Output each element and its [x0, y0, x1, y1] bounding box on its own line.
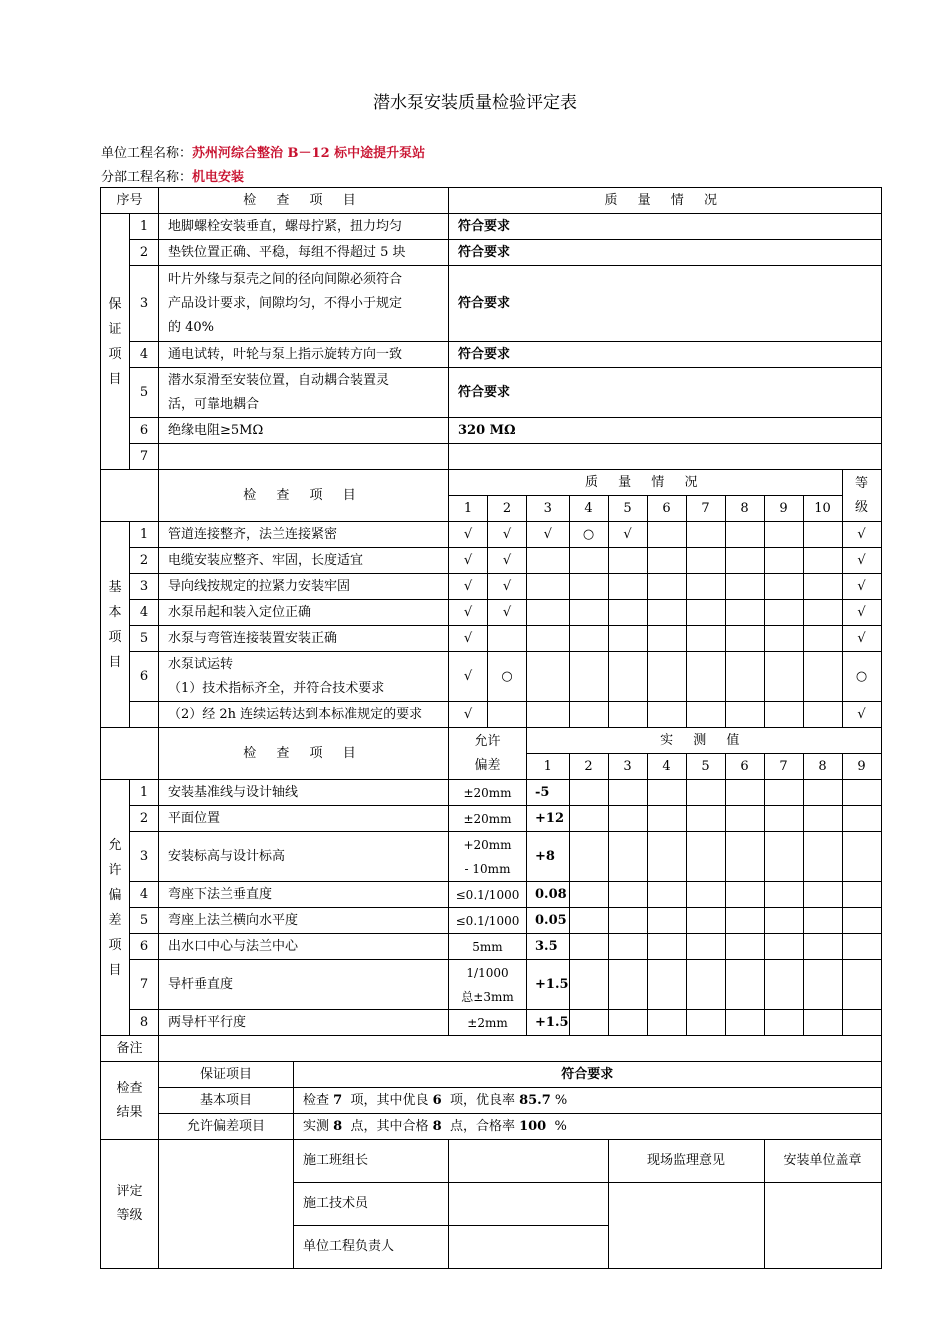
table-cell: 7: [764, 754, 803, 780]
table-cell: [842, 832, 881, 882]
table-cell: [686, 702, 725, 728]
table-cell: [764, 882, 803, 908]
quality-header: 质 量 情 况: [449, 188, 882, 214]
table-cell: [647, 626, 686, 652]
table-cell: [608, 626, 647, 652]
table-cell: √: [488, 522, 527, 548]
table-cell: 2: [130, 806, 159, 832]
table-cell: 0.05: [527, 908, 570, 934]
table-cell: 1: [130, 780, 159, 806]
guarantee-row: [101, 342, 882, 368]
table-cell: [569, 600, 608, 626]
table-cell: 出水口中心与法兰中心: [159, 934, 449, 960]
table-cell: [842, 960, 881, 1010]
table-cell: √: [488, 574, 527, 600]
table-cell: 地脚螺栓安装垂直，螺母拧紧，扭力均匀: [159, 214, 449, 240]
table-cell: [686, 806, 725, 832]
table-cell: [608, 832, 647, 882]
item-header: 检 查 项 目: [159, 188, 449, 214]
table-cell: 检 查 项 目: [159, 470, 449, 522]
table-cell: [686, 934, 725, 960]
table-cell: [764, 960, 803, 1010]
table-cell: +8: [527, 832, 570, 882]
table-cell: [647, 574, 686, 600]
table-cell: 导向线按规定的拉紧力安装牢固: [159, 574, 449, 600]
table-cell: 3: [130, 266, 159, 342]
table-cell: 6: [647, 496, 686, 522]
table-cell: 符合要求: [449, 342, 882, 368]
table-cell: [527, 702, 570, 728]
table-cell: [803, 626, 842, 652]
table-cell: 施工班组长: [294, 1140, 449, 1183]
remark-label: 备注: [101, 1036, 159, 1062]
table-cell: [608, 1010, 647, 1036]
table-cell: [647, 1010, 686, 1036]
guarantee-row: [101, 240, 882, 266]
table-cell: 安装标高与设计标高: [159, 832, 449, 882]
table-cell: 符合要求: [294, 1062, 882, 1088]
table-cell: [686, 626, 725, 652]
table-cell: [725, 652, 764, 702]
table-cell: [449, 1226, 609, 1269]
table-cell: [803, 600, 842, 626]
table-cell: √: [449, 626, 488, 652]
table-cell: [725, 548, 764, 574]
table-cell: [608, 908, 647, 934]
table-cell: [569, 652, 608, 702]
table-cell: [764, 626, 803, 652]
table-cell: +12: [527, 806, 570, 832]
table-cell: 1/1000 总±3mm: [449, 960, 527, 1010]
basic-row: [101, 702, 882, 728]
table-cell: [647, 934, 686, 960]
table-cell: +1.5: [527, 960, 570, 1010]
table-cell: [725, 806, 764, 832]
table-cell: 水泵吊起和装入定位正确: [159, 600, 449, 626]
table-cell: [569, 908, 608, 934]
table-cell: 2: [569, 754, 608, 780]
guarantee-row: [101, 444, 882, 470]
table-cell: ○: [569, 522, 608, 548]
table-cell: 8: [130, 1010, 159, 1036]
table-cell: 保证项目: [159, 1062, 294, 1088]
table-cell: 安装单位盖章: [764, 1140, 881, 1183]
guarantee-row: [101, 214, 882, 240]
table-cell: 3: [608, 754, 647, 780]
table-cell: 垫铁位置正确、平稳，每组不得超过 5 块: [159, 240, 449, 266]
table-cell: [608, 882, 647, 908]
table-cell: 管道连接整齐，法兰连接紧密: [159, 522, 449, 548]
table-cell: [842, 934, 881, 960]
table-cell: 8: [725, 496, 764, 522]
basic-row: [101, 522, 882, 548]
table-cell: 5: [130, 626, 159, 652]
guarantee-row: [101, 266, 882, 342]
table-cell: 7: [130, 444, 159, 470]
table-cell: ≤0.1/1000: [449, 908, 527, 934]
table-cell: 3: [130, 832, 159, 882]
seq-header: 序号: [101, 188, 159, 214]
table-cell: [101, 728, 159, 780]
table-cell: （2）经 2h 连续运转达到本标准规定的要求: [159, 702, 449, 728]
table-cell: 1: [527, 754, 570, 780]
table-cell: √: [449, 600, 488, 626]
table-cell: [803, 702, 842, 728]
table-cell: 320 MΩ: [449, 418, 882, 444]
allowance-row: [101, 806, 882, 832]
table-cell: 4: [130, 342, 159, 368]
table-cell: 5: [686, 754, 725, 780]
table-cell: [449, 444, 882, 470]
table-cell: [725, 882, 764, 908]
table-cell: 10: [803, 496, 842, 522]
basic-row: [101, 600, 882, 626]
table-cell: [686, 1010, 725, 1036]
table-cell: [608, 652, 647, 702]
table-cell: [569, 960, 608, 1010]
table-cell: 现场监理意见: [608, 1140, 764, 1183]
table-cell: √: [842, 548, 881, 574]
table-cell: [764, 600, 803, 626]
table-cell: [569, 934, 608, 960]
table-cell: [608, 780, 647, 806]
table-cell: [842, 908, 881, 934]
allowance-row: [101, 960, 882, 1010]
table-cell: 质 量 情 况: [449, 470, 843, 496]
table-cell: √: [449, 574, 488, 600]
allowance-row: [101, 832, 882, 882]
table-cell: [647, 548, 686, 574]
table-cell: 7: [686, 496, 725, 522]
sub-project-name: 机电安装: [192, 170, 245, 185]
table-cell: [569, 574, 608, 600]
table-cell: 单位工程负责人: [294, 1226, 449, 1269]
table-cell: 实 测 值: [527, 728, 882, 754]
table-cell: +1.5: [527, 1010, 570, 1036]
table-cell: 平面位置: [159, 806, 449, 832]
table-cell: 9: [764, 496, 803, 522]
seal-area: [764, 1183, 881, 1269]
table-cell: [569, 626, 608, 652]
table-cell: 符合要求: [449, 214, 882, 240]
basic-row: [101, 574, 882, 600]
table-cell: 绝缘电阻≥5MΩ: [159, 418, 449, 444]
table-cell: 6: [725, 754, 764, 780]
table-cell: [725, 908, 764, 934]
table-cell: 水泵试运转 （1）技术指标齐全，并符合技术要求: [159, 652, 449, 702]
table-cell: 安装基准线与设计轴线: [159, 780, 449, 806]
table-cell: [686, 548, 725, 574]
table-cell: 通电试转，叶轮与泵上指示旋转方向一致: [159, 342, 449, 368]
table-cell: [842, 1010, 881, 1036]
table-cell: [725, 780, 764, 806]
table-cell: 5mm: [449, 934, 527, 960]
page-title: 潜水泵安装质量检验评定表: [373, 93, 577, 113]
unit-project-line: 单位工程名称：苏州河综合整治 B－12 标中途提升泵站: [101, 146, 426, 161]
table-cell: [647, 960, 686, 1010]
table-cell: [764, 832, 803, 882]
table-cell: 8: [803, 754, 842, 780]
table-cell: 4: [569, 496, 608, 522]
sub-project-line: 分部工程名称：机电安装: [101, 170, 245, 185]
table-cell: [725, 574, 764, 600]
table-header-row: [101, 188, 882, 214]
table-cell: √: [449, 548, 488, 574]
table-cell: [647, 882, 686, 908]
table-cell: 1: [130, 214, 159, 240]
table-cell: [569, 1010, 608, 1036]
table-cell: [764, 652, 803, 702]
table-cell: [686, 600, 725, 626]
table-cell: √: [608, 522, 647, 548]
remark-value: [159, 1036, 882, 1062]
unit-project-name: 苏州河综合整治 B－12 标中途提升泵站: [192, 146, 426, 161]
basic-row: [101, 626, 882, 652]
table-cell: [686, 908, 725, 934]
table-cell: [803, 934, 842, 960]
table-cell: [803, 548, 842, 574]
table-cell: [803, 780, 842, 806]
table-cell: [842, 806, 881, 832]
table-cell: [569, 806, 608, 832]
allowance-row: [101, 882, 882, 908]
table-cell: 0.08: [527, 882, 570, 908]
table-cell: 4: [647, 754, 686, 780]
table-cell: [803, 574, 842, 600]
table-cell: [686, 780, 725, 806]
table-cell: √: [449, 702, 488, 728]
table-cell: √: [842, 626, 881, 652]
grade-header: 等 级: [842, 470, 881, 522]
rating-label: 评定 等级: [101, 1140, 159, 1269]
table-cell: [488, 702, 527, 728]
basic-result: 检查 7 项，其中优良 6 项，优良率 85.7 %: [294, 1088, 882, 1114]
table-cell: [527, 548, 570, 574]
table-cell: [764, 1010, 803, 1036]
table-cell: [647, 806, 686, 832]
table-cell: [608, 600, 647, 626]
table-cell: [608, 574, 647, 600]
table-cell: 9: [842, 754, 881, 780]
table-cell: [764, 806, 803, 832]
table-cell: 电缆安装应整齐、牢固，长度适宜: [159, 548, 449, 574]
table-cell: 3.5: [527, 934, 570, 960]
allowance-row: [101, 934, 882, 960]
basic-row: [101, 548, 882, 574]
table-cell: [686, 832, 725, 882]
table-cell: [842, 882, 881, 908]
table-cell: [725, 600, 764, 626]
table-cell: [686, 882, 725, 908]
table-cell: ±20mm: [449, 806, 527, 832]
table-cell: [130, 702, 159, 728]
table-cell: [725, 832, 764, 882]
table-cell: 弯座下法兰垂直度: [159, 882, 449, 908]
table-cell: [647, 522, 686, 548]
table-cell: [803, 908, 842, 934]
table-cell: 符合要求: [449, 368, 882, 418]
table-cell: 弯座上法兰横向水平度: [159, 908, 449, 934]
table-cell: [725, 626, 764, 652]
table-cell: ±2mm: [449, 1010, 527, 1036]
table-cell: [449, 1183, 609, 1226]
table-cell: [803, 832, 842, 882]
table-cell: [764, 908, 803, 934]
basic-section-label: 基 本 项 目: [101, 522, 130, 728]
table-cell: 潜水泵滑至安装位置，自动耦合装置灵 活，可靠地耦合: [159, 368, 449, 418]
guarantee-row: [101, 368, 882, 418]
table-cell: 5: [130, 368, 159, 418]
table-cell: [569, 548, 608, 574]
table-cell: [803, 522, 842, 548]
allowance-row: [101, 908, 882, 934]
table-cell: [803, 882, 842, 908]
table-cell: 基本项目: [159, 1088, 294, 1114]
allowance-section-label: 允 许 偏 差 项 目: [101, 780, 130, 1036]
basic-row: [101, 652, 882, 702]
table-cell: 允许偏差项目: [159, 1114, 294, 1140]
table-cell: 1: [130, 522, 159, 548]
table-cell: [842, 780, 881, 806]
table-cell: [647, 832, 686, 882]
table-cell: 2: [130, 548, 159, 574]
table-cell: 符合要求: [449, 266, 882, 342]
table-cell: [647, 908, 686, 934]
table-cell: [764, 574, 803, 600]
table-cell: √: [488, 600, 527, 626]
table-cell: √: [449, 652, 488, 702]
table-cell: [647, 652, 686, 702]
supervisor-signature: [608, 1183, 764, 1269]
table-cell: [686, 652, 725, 702]
allowance-row: [101, 780, 882, 806]
table-cell: 7: [130, 960, 159, 1010]
table-cell: [527, 600, 570, 626]
remark-row: [101, 1036, 882, 1062]
table-cell: [647, 702, 686, 728]
table-cell: 1: [449, 496, 488, 522]
table-cell: [725, 934, 764, 960]
table-cell: [764, 702, 803, 728]
table-cell: √: [527, 522, 570, 548]
rating-row: [101, 1140, 882, 1183]
table-cell: 6: [130, 652, 159, 702]
table-cell: 2: [488, 496, 527, 522]
table-cell: ≤0.1/1000: [449, 882, 527, 908]
table-cell: [608, 702, 647, 728]
table-cell: [647, 600, 686, 626]
table-cell: [803, 806, 842, 832]
table-cell: [569, 832, 608, 882]
table-cell: 两导杆平行度: [159, 1010, 449, 1036]
table-cell: [725, 702, 764, 728]
table-cell: [725, 522, 764, 548]
allow-header: 允许 偏差: [449, 728, 527, 780]
table-cell: -5: [527, 780, 570, 806]
table-cell: [803, 1010, 842, 1036]
table-cell: [159, 1140, 294, 1269]
table-cell: [569, 702, 608, 728]
basic-header-row: [101, 470, 882, 496]
table-cell: 3: [130, 574, 159, 600]
table-cell: [608, 960, 647, 1010]
table-cell: [803, 960, 842, 1010]
table-cell: [686, 574, 725, 600]
result-row: [101, 1114, 882, 1140]
table-cell: [764, 548, 803, 574]
guarantee-row: [101, 418, 882, 444]
table-cell: [488, 626, 527, 652]
table-cell: √: [842, 702, 881, 728]
table-cell: [764, 522, 803, 548]
table-cell: [803, 652, 842, 702]
table-cell: 水泵与弯管连接装置安装正确: [159, 626, 449, 652]
table-cell: [569, 780, 608, 806]
table-cell: √: [842, 522, 881, 548]
table-cell: 4: [130, 882, 159, 908]
table-cell: [647, 780, 686, 806]
table-cell: 5: [130, 908, 159, 934]
table-cell: [764, 934, 803, 960]
table-cell: [764, 780, 803, 806]
table-cell: [608, 806, 647, 832]
table-cell: [449, 1140, 609, 1183]
table-cell: 导杆垂直度: [159, 960, 449, 1010]
table-cell: √: [842, 600, 881, 626]
table-cell: 6: [130, 418, 159, 444]
table-cell: 叶片外缘与泵壳之间的径向间隙必须符合 产品设计要求，间隙均匀，不得小于规定 的 40%: [159, 266, 449, 342]
table-cell: 2: [130, 240, 159, 266]
table-cell: [725, 1010, 764, 1036]
table-cell: √: [488, 548, 527, 574]
table-cell: [101, 470, 159, 522]
table-cell: 3: [527, 496, 570, 522]
table-cell: [527, 626, 570, 652]
allowance-result: 实测 8 点，其中合格 8 点，合格率 100 %: [294, 1114, 882, 1140]
table-cell: √: [842, 574, 881, 600]
table-cell: [527, 652, 570, 702]
table-cell: ±20mm: [449, 780, 527, 806]
table-cell: 施工技术员: [294, 1183, 449, 1226]
inspection-table: [100, 187, 882, 1269]
table-cell: [686, 960, 725, 1010]
table-cell: 检 查 项 目: [159, 728, 449, 780]
table-cell: [686, 522, 725, 548]
table-cell: [159, 444, 449, 470]
table-cell: [569, 882, 608, 908]
result-row: [101, 1088, 882, 1114]
table-cell: 4: [130, 600, 159, 626]
table-cell: √: [449, 522, 488, 548]
allowance-header-row: [101, 728, 882, 754]
table-cell: 5: [608, 496, 647, 522]
table-cell: 6: [130, 934, 159, 960]
result-row: [101, 1062, 882, 1088]
table-cell: +20mm - 10mm: [449, 832, 527, 882]
table-cell: 符合要求: [449, 240, 882, 266]
result-label: 检查 结果: [101, 1062, 159, 1140]
table-cell: [725, 960, 764, 1010]
guarantee-section-label: 保 证 项 目: [101, 214, 130, 470]
table-cell: ○: [842, 652, 881, 702]
table-cell: [608, 934, 647, 960]
allowance-row: [101, 1010, 882, 1036]
table-cell: [527, 574, 570, 600]
table-cell: ○: [488, 652, 527, 702]
table-cell: [608, 548, 647, 574]
